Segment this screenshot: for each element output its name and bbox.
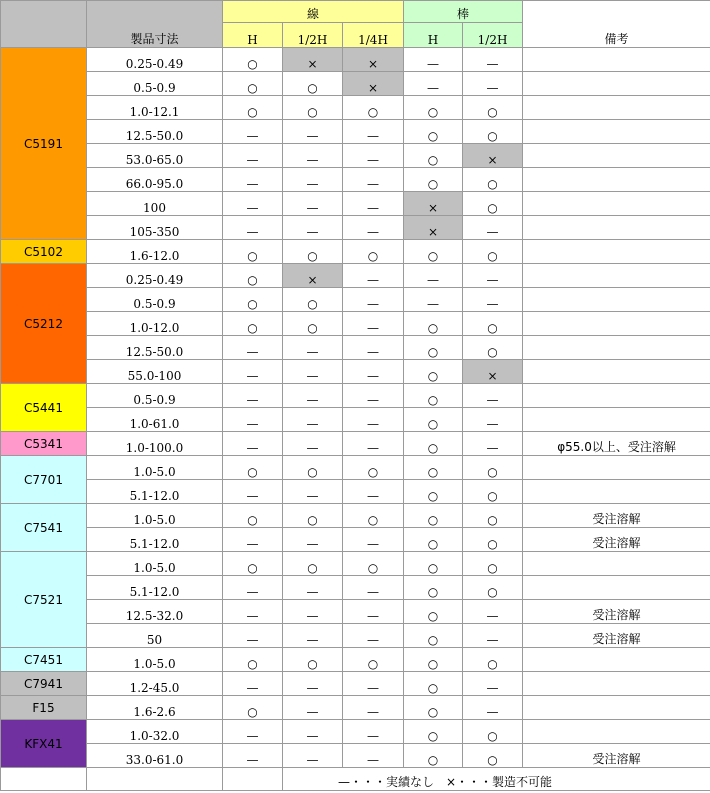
size-cell: 12.5-32.0: [87, 600, 223, 624]
size-cell: 1.6-2.6: [87, 696, 223, 720]
availability-cell: —: [283, 360, 343, 384]
rod-header: 棒: [404, 1, 523, 23]
table-row: [1, 168, 710, 192]
remark-cell: [523, 120, 710, 144]
availability-cell: ○: [343, 456, 404, 480]
alloy-name: C7701: [1, 456, 87, 504]
size-cell: 5.1-12.0: [87, 480, 223, 504]
availability-cell: —: [404, 264, 463, 288]
size-cell: 1.0-5.0: [87, 456, 223, 480]
availability-cell: ×: [283, 48, 343, 72]
table-row: [1, 600, 710, 624]
availability-cell: ○: [463, 552, 523, 576]
availability-cell: —: [343, 624, 404, 648]
remark-cell: [523, 168, 710, 192]
alloy-name: C7451: [1, 648, 87, 672]
availability-cell: —: [463, 264, 523, 288]
availability-cell: ○: [463, 480, 523, 504]
availability-cell: ○: [404, 456, 463, 480]
availability-cell: ○: [463, 648, 523, 672]
size-cell: 0.25-0.49: [87, 48, 223, 72]
alloy-name: C5341: [1, 432, 87, 456]
availability-cell: —: [223, 120, 283, 144]
size-cell: 1.0-32.0: [87, 720, 223, 744]
table-row: [1, 552, 710, 576]
availability-cell: ○: [404, 720, 463, 744]
remark-cell: [523, 456, 710, 480]
availability-cell: ○: [223, 456, 283, 480]
availability-cell: —: [283, 168, 343, 192]
availability-cell: ○: [463, 312, 523, 336]
remark-cell: 受注溶解: [523, 504, 710, 528]
size-cell: 1.0-12.0: [87, 312, 223, 336]
availability-cell: ○: [404, 120, 463, 144]
remark-cell: 受注溶解: [523, 528, 710, 552]
availability-cell: —: [223, 216, 283, 240]
wire-h-header: H: [223, 23, 283, 48]
availability-cell: —: [343, 384, 404, 408]
availability-cell: ○: [404, 648, 463, 672]
wire-quarter-h-header: 1/4H: [343, 23, 404, 48]
availability-cell: —: [223, 432, 283, 456]
corner-header: [1, 1, 87, 48]
table-row: [1, 528, 710, 552]
table-row: [1, 696, 710, 720]
availability-cell: ○: [404, 360, 463, 384]
availability-cell: —: [223, 576, 283, 600]
remark-cell: [523, 672, 710, 696]
availability-cell: ○: [223, 264, 283, 288]
availability-cell: ○: [463, 192, 523, 216]
size-cell: 1.0-5.0: [87, 504, 223, 528]
availability-cell: ○: [343, 552, 404, 576]
availability-cell: ○: [283, 288, 343, 312]
availability-cell: —: [283, 384, 343, 408]
size-cell: 1.0-5.0: [87, 648, 223, 672]
availability-cell: —: [283, 576, 343, 600]
availability-cell: ○: [463, 744, 523, 768]
size-cell: 1.0-100.0: [87, 432, 223, 456]
alloy-name: C7941: [1, 672, 87, 696]
footer-blank-cell: [1, 768, 87, 791]
remark-cell: [523, 408, 710, 432]
table-row: [1, 504, 710, 528]
availability-cell: —: [223, 672, 283, 696]
availability-cell: ○: [404, 144, 463, 168]
size-cell: 1.0-61.0: [87, 408, 223, 432]
availability-cell: —: [404, 48, 463, 72]
availability-cell: —: [283, 696, 343, 720]
availability-cell: ○: [404, 528, 463, 552]
availability-cell: —: [223, 408, 283, 432]
table-row: [1, 96, 710, 120]
availability-cell: ×: [404, 216, 463, 240]
availability-cell: ○: [404, 432, 463, 456]
table-row: [1, 672, 710, 696]
availability-cell: —: [283, 432, 343, 456]
remark-cell: [523, 576, 710, 600]
remark-cell: [523, 336, 710, 360]
table-row: [1, 384, 710, 408]
table-row: [1, 576, 710, 600]
availability-cell: ○: [404, 696, 463, 720]
remark-cell: [523, 720, 710, 744]
availability-cell: ×: [463, 144, 523, 168]
availability-cell: —: [223, 528, 283, 552]
availability-cell: —: [283, 408, 343, 432]
availability-cell: —: [343, 576, 404, 600]
availability-cell: ○: [343, 648, 404, 672]
availability-cell: —: [223, 168, 283, 192]
availability-cell: ○: [463, 528, 523, 552]
remark-cell: [523, 144, 710, 168]
availability-cell: —: [343, 480, 404, 504]
availability-cell: —: [463, 48, 523, 72]
availability-cell: —: [343, 432, 404, 456]
availability-cell: —: [283, 216, 343, 240]
availability-cell: —: [463, 384, 523, 408]
table-row: [1, 336, 710, 360]
size-cell: 0.5-0.9: [87, 384, 223, 408]
availability-cell: —: [343, 288, 404, 312]
availability-cell: —: [283, 720, 343, 744]
availability-cell: —: [283, 480, 343, 504]
availability-cell: —: [223, 600, 283, 624]
availability-cell: ○: [223, 312, 283, 336]
availability-cell: —: [283, 672, 343, 696]
remark-cell: [523, 384, 710, 408]
availability-cell: —: [343, 696, 404, 720]
table-row: [1, 432, 710, 456]
availability-cell: ○: [404, 240, 463, 264]
availability-cell: ○: [463, 720, 523, 744]
remark-cell: [523, 192, 710, 216]
availability-cell: ×: [343, 72, 404, 96]
remark-cell: [523, 240, 710, 264]
availability-cell: ○: [223, 504, 283, 528]
availability-cell: ○: [283, 312, 343, 336]
table-row: [1, 144, 710, 168]
remark-cell: [523, 480, 710, 504]
availability-cell: —: [463, 600, 523, 624]
availability-cell: ○: [463, 336, 523, 360]
size-cell: 50: [87, 624, 223, 648]
size-cell: 5.1-12.0: [87, 528, 223, 552]
rod-h-header: H: [404, 23, 463, 48]
table-row: [1, 216, 710, 240]
legend: —・・・実績なし ×・・・製造不可能: [283, 768, 710, 791]
remark-cell: [523, 288, 710, 312]
availability-cell: —: [343, 144, 404, 168]
availability-cell: ○: [283, 552, 343, 576]
size-cell: 100: [87, 192, 223, 216]
availability-cell: —: [343, 720, 404, 744]
size-cell: 1.0-12.1: [87, 96, 223, 120]
footer-blank-cell: [87, 768, 223, 791]
remark-cell: 受注溶解: [523, 600, 710, 624]
remark-cell: [523, 264, 710, 288]
availability-cell: —: [404, 288, 463, 312]
availability-cell: ○: [463, 576, 523, 600]
availability-cell: —: [343, 600, 404, 624]
availability-cell: ○: [404, 744, 463, 768]
availability-cell: ○: [283, 648, 343, 672]
alloy-name: C5212: [1, 264, 87, 384]
table-row: [1, 48, 710, 72]
remark-cell: [523, 312, 710, 336]
availability-cell: ○: [404, 312, 463, 336]
availability-cell: —: [404, 72, 463, 96]
alloy-name: C5441: [1, 384, 87, 432]
size-cell: 1.6-12.0: [87, 240, 223, 264]
availability-cell: ○: [404, 576, 463, 600]
availability-cell: ○: [283, 72, 343, 96]
table-body: [1, 48, 710, 768]
table-row: [1, 408, 710, 432]
availability-cell: —: [343, 216, 404, 240]
size-cell: 5.1-12.0: [87, 576, 223, 600]
alloy-name: C5102: [1, 240, 87, 264]
availability-cell: —: [343, 168, 404, 192]
availability-cell: —: [463, 72, 523, 96]
availability-cell: ○: [404, 600, 463, 624]
availability-cell: —: [223, 720, 283, 744]
availability-cell: ○: [223, 648, 283, 672]
table-row: [1, 264, 710, 288]
availability-cell: —: [463, 408, 523, 432]
remark-cell: [523, 360, 710, 384]
remark-cell: [523, 216, 710, 240]
remark-cell: [523, 552, 710, 576]
availability-cell: —: [463, 672, 523, 696]
table-row: [1, 648, 710, 672]
availability-cell: —: [463, 432, 523, 456]
availability-cell: ×: [463, 360, 523, 384]
rod-half-h-header: 1/2H: [463, 23, 523, 48]
remark-cell: [523, 696, 710, 720]
availability-cell: ○: [223, 240, 283, 264]
table-row: [1, 480, 710, 504]
alloy-name: F15: [1, 696, 87, 720]
availability-cell: —: [463, 288, 523, 312]
availability-cell: —: [343, 744, 404, 768]
size-cell: 66.0-95.0: [87, 168, 223, 192]
availability-cell: —: [223, 336, 283, 360]
availability-cell: ○: [283, 240, 343, 264]
availability-cell: —: [343, 408, 404, 432]
alloy-name: KFX41: [1, 720, 87, 768]
availability-cell: —: [283, 144, 343, 168]
table-row: [1, 312, 710, 336]
availability-cell: ○: [223, 288, 283, 312]
availability-cell: ○: [283, 456, 343, 480]
table-row: [1, 720, 710, 744]
availability-cell: —: [283, 744, 343, 768]
alloy-name: C7521: [1, 552, 87, 648]
availability-cell: —: [223, 744, 283, 768]
availability-cell: —: [463, 696, 523, 720]
size-cell: 53.0-65.0: [87, 144, 223, 168]
table-row: [1, 744, 710, 768]
remark-cell: [523, 48, 710, 72]
size-cell: 1.0-5.0: [87, 552, 223, 576]
table-row: [1, 288, 710, 312]
availability-cell: —: [223, 360, 283, 384]
remark-cell: [523, 72, 710, 96]
availability-cell: —: [223, 384, 283, 408]
availability-cell: ○: [343, 240, 404, 264]
size-cell: 0.5-0.9: [87, 288, 223, 312]
availability-cell: —: [343, 264, 404, 288]
availability-cell: ○: [223, 96, 283, 120]
wire-half-h-header: 1/2H: [283, 23, 343, 48]
table-row: [1, 624, 710, 648]
availability-cell: —: [283, 528, 343, 552]
size-cell: 105-350: [87, 216, 223, 240]
availability-cell: —: [283, 336, 343, 360]
availability-cell: —: [283, 192, 343, 216]
availability-cell: —: [223, 480, 283, 504]
alloy-name: C7541: [1, 504, 87, 552]
remarks-header: 備考: [523, 1, 710, 48]
availability-cell: ○: [463, 120, 523, 144]
availability-cell: ×: [343, 48, 404, 72]
availability-cell: ○: [404, 96, 463, 120]
remark-cell: 受注溶解: [523, 744, 710, 768]
availability-cell: ○: [404, 408, 463, 432]
availability-cell: ○: [343, 96, 404, 120]
size-cell: 1.2-45.0: [87, 672, 223, 696]
availability-cell: —: [463, 624, 523, 648]
availability-cell: ○: [463, 168, 523, 192]
table-row: [1, 360, 710, 384]
availability-cell: —: [283, 624, 343, 648]
availability-cell: ○: [404, 672, 463, 696]
availability-cell: ○: [223, 48, 283, 72]
table-row: [1, 72, 710, 96]
availability-cell: —: [283, 120, 343, 144]
availability-cell: —: [223, 144, 283, 168]
remark-cell: φ55.0以上、受注溶解: [523, 432, 710, 456]
availability-cell: ○: [404, 336, 463, 360]
availability-cell: ○: [404, 504, 463, 528]
availability-cell: ○: [404, 624, 463, 648]
table-row: [1, 240, 710, 264]
availability-cell: ○: [463, 240, 523, 264]
availability-cell: ○: [343, 504, 404, 528]
alloy-name: C5191: [1, 48, 87, 240]
availability-cell: —: [343, 360, 404, 384]
availability-cell: —: [223, 624, 283, 648]
table-row: [1, 120, 710, 144]
availability-cell: —: [343, 312, 404, 336]
availability-cell: ×: [404, 192, 463, 216]
availability-cell: ○: [404, 168, 463, 192]
availability-cell: ○: [463, 504, 523, 528]
availability-cell: ○: [404, 480, 463, 504]
availability-cell: —: [463, 216, 523, 240]
size-cell: 55.0-100: [87, 360, 223, 384]
table-row: [1, 456, 710, 480]
remark-cell: [523, 96, 710, 120]
table-row: [1, 192, 710, 216]
size-cell: 33.0-61.0: [87, 744, 223, 768]
availability-cell: ○: [223, 696, 283, 720]
remark-cell: [523, 648, 710, 672]
availability-cell: —: [343, 336, 404, 360]
footer-blank-cell: [223, 768, 283, 791]
availability-cell: —: [343, 120, 404, 144]
availability-cell: ○: [283, 96, 343, 120]
availability-cell: ○: [223, 552, 283, 576]
availability-cell: ○: [404, 552, 463, 576]
size-header: 製品寸法: [87, 1, 223, 48]
availability-cell: ○: [463, 456, 523, 480]
availability-cell: ○: [463, 96, 523, 120]
size-cell: 0.5-0.9: [87, 72, 223, 96]
availability-cell: ×: [283, 264, 343, 288]
availability-cell: —: [343, 672, 404, 696]
availability-cell: ○: [404, 384, 463, 408]
availability-cell: —: [283, 600, 343, 624]
size-cell: 12.5-50.0: [87, 120, 223, 144]
availability-cell: —: [223, 192, 283, 216]
availability-cell: —: [343, 192, 404, 216]
wire-header: 線: [223, 1, 404, 23]
availability-cell: ○: [283, 504, 343, 528]
remark-cell: 受注溶解: [523, 624, 710, 648]
availability-cell: ○: [223, 72, 283, 96]
availability-cell: —: [343, 528, 404, 552]
size-cell: 12.5-50.0: [87, 336, 223, 360]
size-cell: 0.25-0.49: [87, 264, 223, 288]
